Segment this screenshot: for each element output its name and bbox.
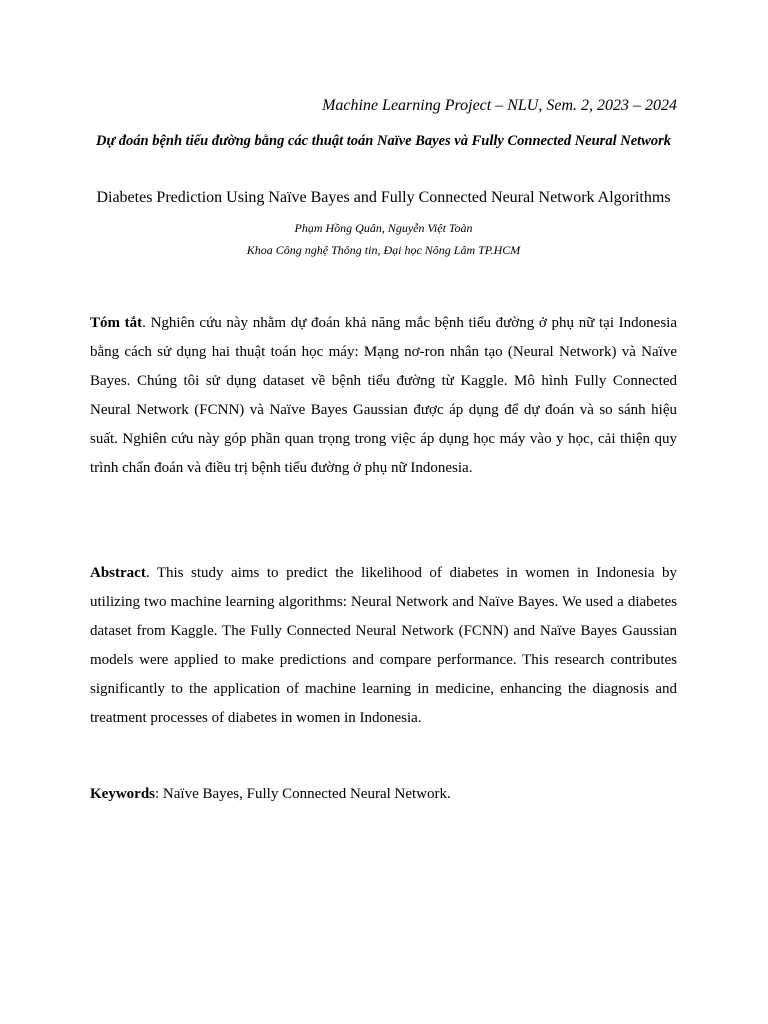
vietnamese-abstract bbox=[90, 309, 677, 483]
english-abstract bbox=[90, 559, 677, 733]
keywords-label: Keywords bbox=[90, 786, 155, 802]
vietnamese-abstract-label: Tóm tắt bbox=[90, 315, 143, 331]
vietnamese-title: Dự đoán bệnh tiểu đường bằng các thuật toán Naïve Bayes và Fully Connected Neural Network bbox=[96, 133, 671, 149]
vietnamese-abstract-text: . Nghiên cứu này nhằm dự đoán khả năng mắc bệnh tiểu đường ở phụ nữ tại Indonesia bằng cách sử dụng hai thuật toán học máy: Mạng nơ-ron nhân tạo (Neural Network) và Naïve Bayes. Chúng tôi sử dụng dataset về bệnh tiểu đường từ Kaggle. Mô hình Fully Connected Neural Network (FCNN) và Naïve Bayes Gaussian được áp dụng để dự đoán và so sánh hiệu suất. Nghiên cứu này góp phần quan trọng trong việc áp dụng học máy vào y học, cải thiện quy trình chẩn đoán và điều trị bệnh tiểu đường ở phụ nữ Indonesia. bbox=[90, 315, 677, 476]
author-names: Phạm Hồng Quân, Nguyễn Việt Toàn bbox=[294, 221, 473, 235]
author-affiliation: Khoa Công nghệ Thông tin, Đại học Nông Lâm TP.HCM bbox=[246, 243, 521, 257]
keywords bbox=[90, 780, 677, 809]
english-abstract-label: Abstract bbox=[90, 565, 146, 581]
keywords-text: : Naïve Bayes, Fully Connected Neural Network. bbox=[155, 786, 451, 802]
running-header: Machine Learning Project – NLU, Sem. 2, 2023 – 2024 bbox=[322, 97, 677, 114]
english-title: Diabetes Prediction Using Naïve Bayes and Fully Connected Neural Network Algorithms bbox=[96, 189, 671, 206]
english-abstract-text: . This study aims to predict the likelihood of diabetes in women in Indonesia by utilizing two machine learning algorithms: Neural Network and Naïve Bayes. We used a diabetes dataset from Kaggle. The Fully Connected Neural Network (FCNN) and Naïve Bayes Gaussian models were applied to make predictions and compare performance. This research contributes significantly to the application of machine learning in medicine, enhancing the diagnosis and treatment processes of diabetes in women in Indonesia. bbox=[90, 565, 677, 726]
